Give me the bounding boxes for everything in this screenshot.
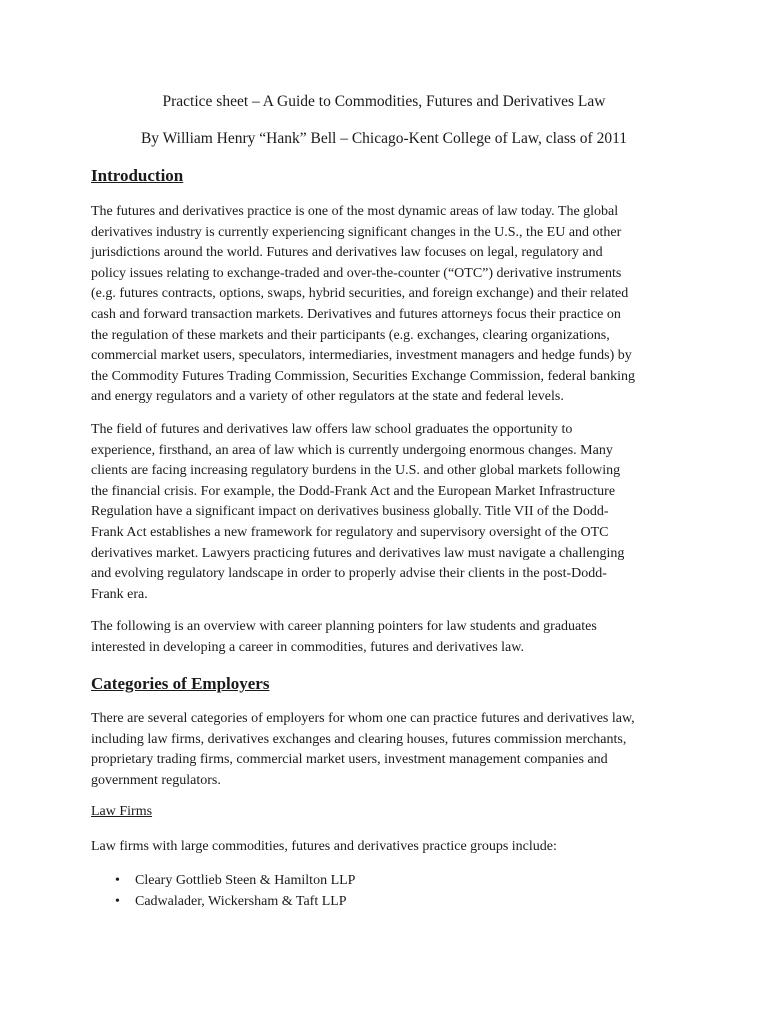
paragraph-line: derivatives market. Lawyers practicing futures and derivatives law must navigate a challenging: [91, 545, 625, 561]
paragraph-line: interested in developing a career in commodities, futures and derivatives law.: [91, 639, 524, 655]
law-firms-list: [91, 870, 355, 912]
paragraph-line: The field of futures and derivatives law offers law school graduates the opportunity to: [91, 422, 573, 437]
document-title: Practice sheet – A Guide to Commodities, Futures and Derivatives Law: [162, 93, 606, 110]
firm-name: Cadwalader, Wickersham & Taft LLP: [135, 894, 347, 909]
paragraph-line: including law firms, derivatives exchanges and clearing houses, futures commission merchants,: [91, 731, 627, 747]
paragraph-line: experience, firsthand, an area of law which is currently undergoing enormous changes. Many: [91, 442, 613, 458]
paragraph-line: Frank Act establishes a new framework for regulatory and supervisory oversight of the OTC: [91, 524, 609, 540]
document-byline: By William Henry “Hank” Bell – Chicago-Kent College of Law, class of 2011: [140, 130, 628, 147]
employers-paragraph: [91, 709, 691, 791]
firm-name: Cleary Gottlieb Steen & Hamilton LLP: [135, 873, 356, 888]
paragraph-line: Law firms with large commodities, futures and derivatives practice groups include:: [91, 839, 557, 854]
introduction-heading: Introduction: [91, 166, 184, 185]
law-firms-subheading: Law Firms: [91, 804, 153, 819]
paragraph-line: The futures and derivatives practice is one of the most dynamic areas of law today. The global: [91, 204, 619, 219]
bullet-icon: •: [115, 873, 120, 888]
paragraph-line: and evolving regulatory landscape in order to properly advise their clients in the post-Dodd-: [91, 566, 607, 582]
list-item: [91, 891, 355, 912]
paragraph-line: (e.g. futures contracts, options, swaps, hybrid securities, and foreign exchange) and their related: [91, 286, 629, 302]
paragraph-line: policy issues relating to exchange-traded and over-the-counter (“OTC”) derivative instruments: [91, 265, 622, 281]
paragraph-line: proprietary trading firms, commercial market users, investment management companies and: [91, 752, 608, 768]
list-item: [91, 870, 355, 891]
intro-paragraph-1: [91, 202, 691, 408]
paragraph-line: commercial market users, speculators, intermediaries, investment managers and hedge funds) by: [91, 348, 632, 364]
paragraph-line: Regulation have a significant impact on derivatives business globally. Title VII of the Dodd-: [91, 504, 609, 520]
paragraph-line: Frank era.: [91, 586, 148, 602]
paragraph-line: The following is an overview with career planning pointers for law students and graduates: [91, 619, 597, 634]
paragraph-line: There are several categories of employers for whom one can practice futures and derivatives law,: [91, 711, 635, 726]
paragraph-line: the Commodity Futures Trading Commission, Securities Exchange Commission, federal banking: [91, 368, 636, 384]
bullet-icon: •: [115, 894, 120, 909]
intro-paragraph-3: [91, 617, 691, 658]
paragraph-line: jurisdictions around the world. Futures and derivatives law focuses on legal, regulatory and: [91, 245, 603, 261]
paragraph-line: derivatives industry is currently experiencing significant changes in the U.S., the EU and other: [91, 224, 622, 240]
paragraph-line: cash and forward transaction markets. Derivatives and futures attorneys focus their practice on: [91, 306, 621, 322]
paragraph-line: the financial crisis. For example, the Dodd-Frank Act and the European Market Infrastructure: [91, 483, 616, 499]
paragraph-line: and energy regulators and a variety of other regulators at the state and federal levels.: [91, 389, 564, 405]
paragraph-line: the regulation of these markets and their participants (e.g. exchanges, clearing organizations,: [91, 327, 610, 343]
paragraph-line: government regulators.: [91, 772, 221, 788]
employers-heading: Categories of Employers: [91, 674, 270, 693]
paragraph-line: clients are facing increasing regulatory burdens in the U.S. and other global markets following: [91, 463, 621, 479]
law-firms-intro: [91, 837, 691, 858]
intro-paragraph-2: [91, 420, 691, 605]
